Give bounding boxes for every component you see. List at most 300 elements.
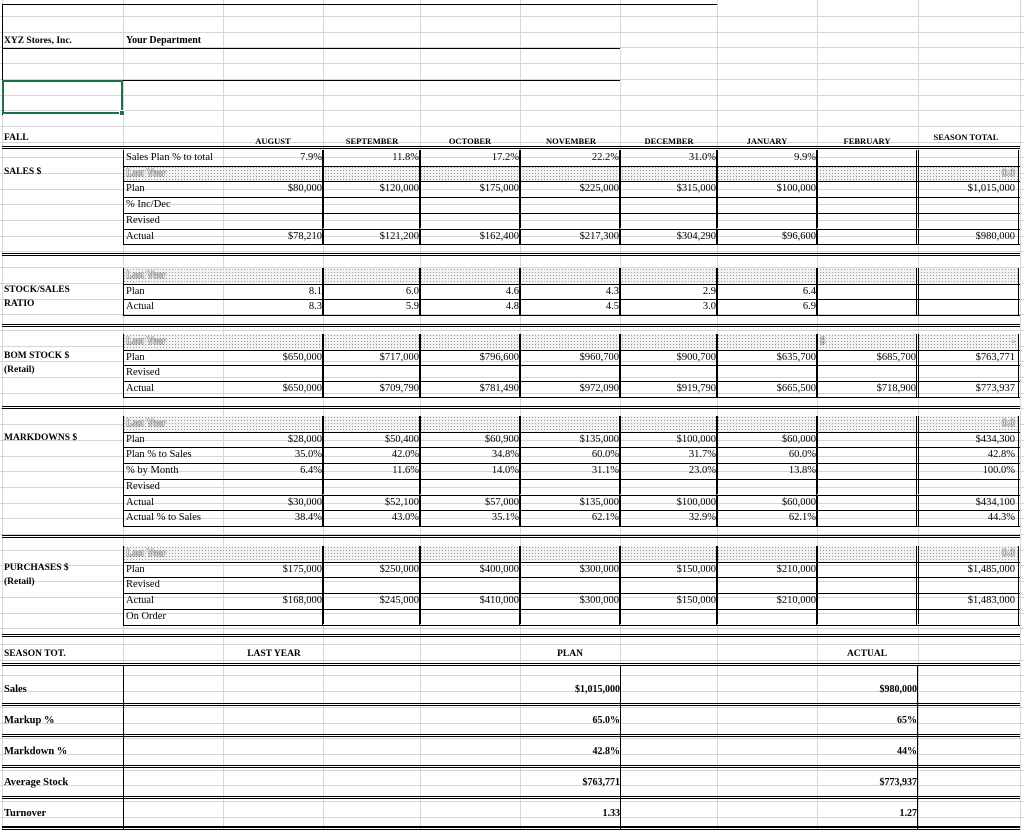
cell-value[interactable]: $796,600 xyxy=(479,351,519,363)
cell-value[interactable]: $665,500 xyxy=(776,383,816,395)
sales-row-border xyxy=(123,244,1020,245)
month-header: OCTOBER xyxy=(448,136,492,146)
border-line xyxy=(620,197,621,213)
cell-value[interactable]: 3.0 xyxy=(702,301,716,313)
border-line xyxy=(717,416,718,432)
border-line xyxy=(918,181,919,197)
cell-value[interactable]: 43.0% xyxy=(391,512,419,524)
cell-value[interactable]: $175,000 xyxy=(282,563,322,575)
cell-value[interactable]: 4.6 xyxy=(505,285,519,297)
cell-value[interactable]: $135,000 xyxy=(579,496,619,508)
cell-value[interactable]: $ xyxy=(820,336,826,347)
value-cell-border xyxy=(322,334,323,397)
row-label: % Inc/Dec xyxy=(126,199,171,211)
season-row-label: Markdown % xyxy=(4,746,68,757)
cell-value[interactable]: $225,000 xyxy=(579,183,619,195)
border-line xyxy=(717,463,718,479)
border-line xyxy=(817,381,818,397)
border-line xyxy=(717,381,718,397)
border-line xyxy=(520,495,521,511)
top-border xyxy=(2,4,717,5)
grid-row-line xyxy=(0,16,1024,17)
border-line xyxy=(918,284,919,300)
border-line xyxy=(918,268,919,284)
cell-value[interactable]: 0.0 xyxy=(1001,548,1015,559)
value-cell-border xyxy=(1018,546,1019,625)
border-line xyxy=(717,181,718,197)
cell-value[interactable]: 4.5 xyxy=(605,301,619,313)
cell-value[interactable]: $773,937 xyxy=(975,383,1015,395)
border-line xyxy=(817,447,818,463)
purchases-section-border xyxy=(2,634,1020,637)
grid-col-line xyxy=(1020,0,1021,830)
last-year-shaded-row xyxy=(123,334,1018,350)
row-label: Actual xyxy=(126,595,154,607)
cell-value[interactable]: 0.0 xyxy=(1001,418,1015,429)
season-row-border xyxy=(2,796,1020,799)
purchases-row-border xyxy=(123,562,1020,563)
season-header-border xyxy=(2,663,1020,666)
border-line xyxy=(918,479,919,495)
grid-row-line xyxy=(0,660,1024,661)
cell-value[interactable]: 44.3% xyxy=(987,512,1015,524)
cell-value[interactable]: 7.9% xyxy=(300,152,322,163)
border-line xyxy=(520,334,521,350)
border-line xyxy=(620,609,621,625)
cell-value[interactable]: 6.9 xyxy=(802,301,816,313)
border-line xyxy=(717,150,718,166)
border-line xyxy=(620,463,621,479)
value-cell-border xyxy=(619,268,620,315)
cell-value[interactable]: 11.8% xyxy=(392,152,419,163)
value-cell-border xyxy=(519,150,520,244)
cell-value[interactable]: 31.0% xyxy=(688,152,716,163)
row-label: Plan xyxy=(126,285,145,297)
cell-value[interactable]: 60.0% xyxy=(591,449,619,461)
border-line xyxy=(323,381,324,397)
cell-value[interactable]: $300,000 xyxy=(579,595,619,607)
border-line xyxy=(420,495,421,511)
cell-value[interactable]: $972,090 xyxy=(579,383,619,395)
bom-title: (Retail) xyxy=(4,365,35,375)
cell-value[interactable]: 11.6% xyxy=(392,465,419,477)
border-line xyxy=(420,268,421,284)
border-line xyxy=(817,546,818,562)
border-line xyxy=(323,229,324,245)
border-line xyxy=(918,447,919,463)
cell-value[interactable]: 13.8% xyxy=(788,465,816,477)
border-line xyxy=(420,181,421,197)
markdowns-section-border xyxy=(2,535,1020,538)
cell-value[interactable]: $210,000 xyxy=(776,595,816,607)
cell-value[interactable]: $175,000 xyxy=(479,183,519,195)
row-label: Sales Plan % to total xyxy=(126,152,213,163)
border-line xyxy=(817,150,818,166)
cell-value[interactable]: $217,300 xyxy=(579,230,619,242)
purchases-row-border xyxy=(123,577,1020,578)
cell-value[interactable]: $635,700 xyxy=(776,351,816,363)
border-line xyxy=(620,284,621,300)
border-line xyxy=(420,365,421,381)
cell-value[interactable]: 8.3 xyxy=(308,301,322,313)
cell-value[interactable]: $135,000 xyxy=(579,433,619,445)
cell-value[interactable]: $300,000 xyxy=(579,563,619,575)
cell-value[interactable]: - xyxy=(1011,336,1015,347)
cell-value[interactable]: 35.0% xyxy=(294,449,322,461)
row-label: Actual xyxy=(126,496,154,508)
fill-handle[interactable] xyxy=(119,110,125,116)
cell-value[interactable]: $78,210 xyxy=(287,230,322,242)
border-line xyxy=(420,546,421,562)
cell-value[interactable]: 2.9 xyxy=(702,285,716,297)
border-line xyxy=(323,593,324,609)
cell-value[interactable]: $434,100 xyxy=(975,496,1015,508)
cell-value[interactable]: 6.4 xyxy=(802,285,816,297)
season-col-border xyxy=(123,789,124,829)
border-line xyxy=(817,213,818,229)
border-line xyxy=(520,150,521,166)
cell-value[interactable]: $52,100 xyxy=(384,496,419,508)
cell-value[interactable]: $30,000 xyxy=(287,496,322,508)
border-line xyxy=(323,166,324,182)
border-line xyxy=(918,593,919,609)
border-line xyxy=(420,381,421,397)
border-line xyxy=(717,268,718,284)
border-line xyxy=(620,299,621,315)
cell-value[interactable]: 4.3 xyxy=(605,285,619,297)
month-header: AUGUST xyxy=(255,136,291,146)
value-cell-border xyxy=(619,546,620,625)
border-line xyxy=(620,381,621,397)
border-line xyxy=(717,432,718,448)
border-line xyxy=(323,268,324,284)
cell-value[interactable]: 14.0% xyxy=(491,465,519,477)
row-label: Revised xyxy=(126,367,160,379)
season-plan-value[interactable]: $1,015,000 xyxy=(575,684,620,695)
col-actual: ACTUAL xyxy=(846,649,888,659)
row-label: Revised xyxy=(126,480,160,492)
last-year-total-shaded xyxy=(917,268,1018,284)
border-line xyxy=(717,197,718,213)
border-line xyxy=(323,495,324,511)
grid-row-line xyxy=(0,251,1024,252)
grid-row-line xyxy=(0,675,1024,676)
cell-value[interactable]: $980,000 xyxy=(975,230,1015,242)
cell-value[interactable]: $685,700 xyxy=(876,351,916,363)
season-actual-value[interactable]: 44% xyxy=(897,746,917,757)
col-last-year: LAST YEAR xyxy=(247,649,301,659)
border-line xyxy=(817,365,818,381)
cell-value[interactable]: $400,000 xyxy=(479,563,519,575)
cell-value[interactable]: $717,000 xyxy=(379,351,419,363)
value-cell-border xyxy=(519,546,520,625)
value-cell-border xyxy=(916,268,917,315)
border-line xyxy=(323,447,324,463)
border-line xyxy=(323,479,324,495)
cell-value[interactable]: $96,600 xyxy=(781,230,816,242)
row-label: Last Year xyxy=(126,167,166,179)
cell-value[interactable]: $100,000 xyxy=(676,496,716,508)
season-actual-value[interactable]: 65% xyxy=(897,715,917,726)
cell-value[interactable]: 32.9% xyxy=(688,512,716,524)
border-line xyxy=(817,510,818,526)
season-actual-value[interactable]: $773,937 xyxy=(879,777,917,788)
cell-value[interactable]: $150,000 xyxy=(676,595,716,607)
value-cell-border xyxy=(519,334,520,397)
cell-value[interactable]: $50,400 xyxy=(384,433,419,445)
cell-value[interactable]: 42.0% xyxy=(391,449,419,461)
bom-row-border xyxy=(123,350,1020,351)
cell-value[interactable]: $60,900 xyxy=(484,433,519,445)
cell-value[interactable]: $1,485,000 xyxy=(967,563,1015,575)
cell-value[interactable]: 9.9% xyxy=(794,152,816,163)
cell-value[interactable]: 34.8% xyxy=(491,449,519,461)
cell-value[interactable]: $80,000 xyxy=(287,183,322,195)
grid-row-line xyxy=(0,126,1024,127)
value-cell-border xyxy=(322,546,323,625)
bom-row-border xyxy=(123,381,1020,382)
border-line xyxy=(817,609,818,625)
cell-value[interactable]: $900,700 xyxy=(676,351,716,363)
cell-value[interactable]: 31.1% xyxy=(591,465,619,477)
row-label: Plan xyxy=(126,351,145,363)
border-line xyxy=(620,213,621,229)
cell-value[interactable]: 62.1% xyxy=(591,512,619,524)
cell-value[interactable]: $28,000 xyxy=(287,433,322,445)
border-line xyxy=(420,609,421,625)
value-cell-border xyxy=(419,150,420,244)
cell-value[interactable]: $960,700 xyxy=(579,351,619,363)
cell-value[interactable]: $210,000 xyxy=(776,563,816,575)
value-cell-border xyxy=(816,416,817,526)
grid-row-line xyxy=(0,644,1024,645)
month-header: DECEMBER xyxy=(644,136,694,146)
border-line xyxy=(420,229,421,245)
cell-value[interactable]: 38.4% xyxy=(294,512,322,524)
border-line xyxy=(918,365,919,381)
border-line xyxy=(420,562,421,578)
border-line xyxy=(918,463,919,479)
border-line xyxy=(520,213,521,229)
cell-value[interactable]: $763,771 xyxy=(975,351,1015,363)
border-line xyxy=(323,463,324,479)
cell-value[interactable]: 35.1% xyxy=(491,512,519,524)
cell-value[interactable]: $100,000 xyxy=(676,433,716,445)
sales-row-border xyxy=(123,197,1020,198)
cell-value[interactable]: $709,790 xyxy=(379,383,419,395)
season-actual-value[interactable]: 1.27 xyxy=(899,808,917,819)
border-line xyxy=(817,577,818,593)
cell-value[interactable]: 17.2% xyxy=(491,152,519,163)
cell-value[interactable]: 22.2% xyxy=(591,152,619,163)
cell-value[interactable]: 23.0% xyxy=(688,465,716,477)
value-cell-border xyxy=(916,546,917,625)
cell-value[interactable]: $168,000 xyxy=(282,595,322,607)
fall-header-border xyxy=(2,146,1020,149)
cell-value[interactable]: 6.4% xyxy=(300,465,322,477)
sales-row-border xyxy=(123,166,1020,167)
cell-value[interactable]: $250,000 xyxy=(379,563,419,575)
season-total-title: SEASON TOT. xyxy=(4,649,66,659)
border-line xyxy=(520,577,521,593)
border-line xyxy=(717,447,718,463)
cell-value[interactable]: 62.1% xyxy=(788,512,816,524)
bom-row-border xyxy=(123,365,1020,366)
grid-row-line xyxy=(0,707,1024,708)
border-line xyxy=(420,510,421,526)
cell-value[interactable]: $315,000 xyxy=(676,183,716,195)
border-line xyxy=(323,365,324,381)
border-line xyxy=(717,562,718,578)
row-label: Plan xyxy=(126,433,145,445)
border-line xyxy=(520,381,521,397)
cell-value[interactable]: 31.7% xyxy=(688,449,716,461)
border-line xyxy=(420,284,421,300)
cell-value[interactable]: 4.8 xyxy=(505,301,519,313)
border-line xyxy=(918,381,919,397)
sales-row-border xyxy=(123,181,1020,182)
border-line xyxy=(420,299,421,315)
cell-value[interactable]: $1,015,000 xyxy=(967,183,1015,195)
cell-value[interactable]: $919,790 xyxy=(676,383,716,395)
border-line xyxy=(717,510,718,526)
cell-value[interactable]: $781,490 xyxy=(479,383,519,395)
border-line xyxy=(620,150,621,166)
selected-cell[interactable] xyxy=(2,80,123,114)
border-line xyxy=(717,577,718,593)
border-line xyxy=(323,562,324,578)
border-line xyxy=(620,479,621,495)
cell-value[interactable]: $1,483,000 xyxy=(967,595,1015,607)
border-line xyxy=(323,432,324,448)
markdowns-row-border xyxy=(123,479,1020,480)
cell-value[interactable]: $650,000 xyxy=(282,351,322,363)
row-label: On Order xyxy=(126,610,166,622)
border-line xyxy=(918,609,919,625)
season-actual-value[interactable]: $980,000 xyxy=(879,684,917,695)
border-line xyxy=(520,416,521,432)
cell-value[interactable]: 42.8% xyxy=(987,449,1015,461)
row-label: Last Year xyxy=(126,336,166,347)
border-line xyxy=(620,166,621,182)
border-line xyxy=(520,350,521,366)
cell-value[interactable]: $434,300 xyxy=(975,433,1015,445)
border-line xyxy=(620,365,621,381)
border-line xyxy=(817,229,818,245)
stock_sales-section-border xyxy=(2,324,1020,327)
border-line xyxy=(817,166,818,182)
bom-row-border xyxy=(123,397,1020,398)
cell-value[interactable]: $410,000 xyxy=(479,595,519,607)
cell-value[interactable]: $650,000 xyxy=(282,383,322,395)
stock_sales-title: STOCK/SALES xyxy=(4,285,70,295)
cell-value[interactable]: 0.0 xyxy=(1001,167,1015,179)
border-line xyxy=(817,181,818,197)
season-plan-value[interactable]: 65.0% xyxy=(592,715,620,726)
bom-section-border xyxy=(2,406,1020,409)
stock_sales-row-border xyxy=(123,299,1020,300)
border-line xyxy=(918,166,919,182)
border-line xyxy=(817,432,818,448)
border-line xyxy=(620,495,621,511)
cell-value[interactable]: 8.1 xyxy=(308,285,322,297)
markdowns-row-border xyxy=(123,510,1020,511)
cell-value[interactable]: 6.0 xyxy=(405,285,419,297)
border-line xyxy=(420,334,421,350)
border-line xyxy=(323,284,324,300)
cell-value[interactable]: $60,000 xyxy=(781,433,816,445)
markdowns-row-border xyxy=(123,526,1020,527)
cell-value[interactable]: $100,000 xyxy=(776,183,816,195)
cell-value[interactable]: 100.0% xyxy=(982,465,1015,477)
cell-value[interactable]: $245,000 xyxy=(379,595,419,607)
value-cell-border xyxy=(1018,416,1019,526)
border-line xyxy=(620,447,621,463)
purchases-title: (Retail) xyxy=(4,577,35,587)
cell-value[interactable]: $121,200 xyxy=(379,230,419,242)
department-name: Your Department xyxy=(126,35,202,46)
season-plan-value[interactable]: 42.8% xyxy=(592,746,620,757)
cell-value[interactable]: $150,000 xyxy=(676,563,716,575)
border-line xyxy=(420,197,421,213)
season-plan-value[interactable]: $763,771 xyxy=(582,777,620,788)
row-label: Last Year xyxy=(126,548,166,559)
border-line xyxy=(323,299,324,315)
border-line xyxy=(717,546,718,562)
border-line xyxy=(817,463,818,479)
border-line xyxy=(323,510,324,526)
cell-value[interactable]: $304,290 xyxy=(676,230,716,242)
border-line xyxy=(817,350,818,366)
grid-row-line xyxy=(0,628,1024,629)
cell-value[interactable]: $718,900 xyxy=(876,383,916,395)
value-cell-border xyxy=(916,150,917,244)
cell-value[interactable]: $57,000 xyxy=(484,496,519,508)
border-line xyxy=(620,546,621,562)
border-line xyxy=(717,334,718,350)
cell-value[interactable]: $120,000 xyxy=(379,183,419,195)
border-line xyxy=(323,213,324,229)
row-label: % by Month xyxy=(126,465,179,477)
border-line xyxy=(918,334,919,350)
month-header: JANUARY xyxy=(746,136,788,146)
border-line xyxy=(918,229,919,245)
grid-row-line xyxy=(0,63,1024,64)
cell-value[interactable]: 60.0% xyxy=(788,449,816,461)
border-line xyxy=(323,334,324,350)
grid-row-line xyxy=(0,330,1024,331)
cell-value[interactable]: 5.9 xyxy=(405,301,419,313)
border-line xyxy=(918,350,919,366)
row-label: Last Year xyxy=(126,270,166,281)
season-row-border xyxy=(2,734,1020,737)
border-line xyxy=(918,213,919,229)
border-line xyxy=(717,350,718,366)
border-line xyxy=(520,510,521,526)
cell-value[interactable]: $60,000 xyxy=(781,496,816,508)
value-cell-border xyxy=(916,416,917,526)
border-line xyxy=(520,229,521,245)
border-line xyxy=(817,416,818,432)
border-line xyxy=(817,562,818,578)
border-line xyxy=(420,416,421,432)
cell-value[interactable]: $162,400 xyxy=(479,230,519,242)
sales-row-border xyxy=(123,213,1020,214)
fall-label: FALL xyxy=(4,133,29,143)
purchases-row-border xyxy=(123,609,1020,610)
border-line xyxy=(817,284,818,300)
season-plan-value[interactable]: 1.33 xyxy=(602,808,620,819)
